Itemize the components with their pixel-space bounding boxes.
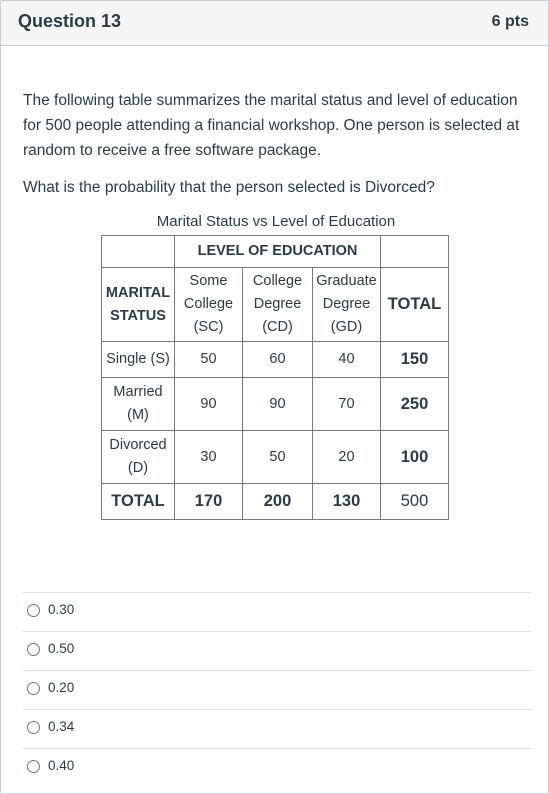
table-cell: 20 xyxy=(313,431,381,484)
answer-label[interactable]: 0.30 xyxy=(48,602,75,617)
radio-button[interactable] xyxy=(27,760,40,773)
answer-option[interactable] xyxy=(23,670,531,709)
table-cell: 50 xyxy=(175,342,243,378)
table-cell: 50 xyxy=(243,431,313,484)
question-title: Question 13 xyxy=(18,11,122,31)
row-header: MARITAL STATUS xyxy=(102,268,175,342)
column-total: 200 xyxy=(243,484,313,520)
answer-label[interactable]: 0.34 xyxy=(48,719,75,734)
question-header xyxy=(1,1,548,46)
row-label: Single (S) xyxy=(102,342,175,378)
table-cell: 40 xyxy=(313,342,381,378)
group-header: LEVEL OF EDUCATION xyxy=(175,236,381,268)
row-total: 250 xyxy=(381,378,449,431)
table-cell: 90 xyxy=(175,378,243,431)
column-total: 130 xyxy=(313,484,381,520)
column-header: College Degree (CD) xyxy=(243,268,313,342)
question-prompt: What is the probability that the person selected is Divorced? xyxy=(23,179,435,196)
answer-option[interactable] xyxy=(23,748,531,787)
row-label: Married (M) xyxy=(102,378,175,431)
answer-label[interactable]: 0.20 xyxy=(48,680,75,695)
totals-label: TOTAL xyxy=(102,484,175,520)
table-cell: 70 xyxy=(313,378,381,431)
column-header: Some College (SC) xyxy=(175,268,243,342)
answer-label[interactable]: 0.50 xyxy=(48,641,75,656)
table-cell: 60 xyxy=(243,342,313,378)
answer-option[interactable] xyxy=(23,631,531,670)
radio-button[interactable] xyxy=(27,604,40,617)
row-label: Divorced (D) xyxy=(102,431,175,484)
answer-label[interactable]: 0.40 xyxy=(48,758,75,773)
table-empty-cell xyxy=(381,236,449,268)
answer-option[interactable] xyxy=(23,592,531,631)
table-cell: 90 xyxy=(243,378,313,431)
row-total: 100 xyxy=(381,431,449,484)
table-corner-cell xyxy=(102,236,175,268)
radio-button[interactable] xyxy=(27,643,40,656)
table-caption: Marital Status vs Level of Education xyxy=(156,213,396,230)
answer-list xyxy=(23,592,531,787)
column-header: Graduate Degree (GD) xyxy=(313,268,381,342)
question-points: 6 pts xyxy=(491,13,529,30)
radio-button[interactable] xyxy=(27,721,40,734)
row-total: 150 xyxy=(381,342,449,378)
answer-option[interactable] xyxy=(23,709,531,748)
question-text xyxy=(23,88,533,200)
total-column-header: TOTAL xyxy=(381,268,449,342)
table-cell: 30 xyxy=(175,431,243,484)
data-table xyxy=(101,235,449,520)
radio-button[interactable] xyxy=(27,682,40,695)
grand-total: 500 xyxy=(381,484,449,520)
question-paragraph: The following table summarizes the marital status and level of education for 500 people attending a financial workshop. One person is selected at random to receive a free software package. xyxy=(23,92,520,159)
column-total: 170 xyxy=(175,484,243,520)
